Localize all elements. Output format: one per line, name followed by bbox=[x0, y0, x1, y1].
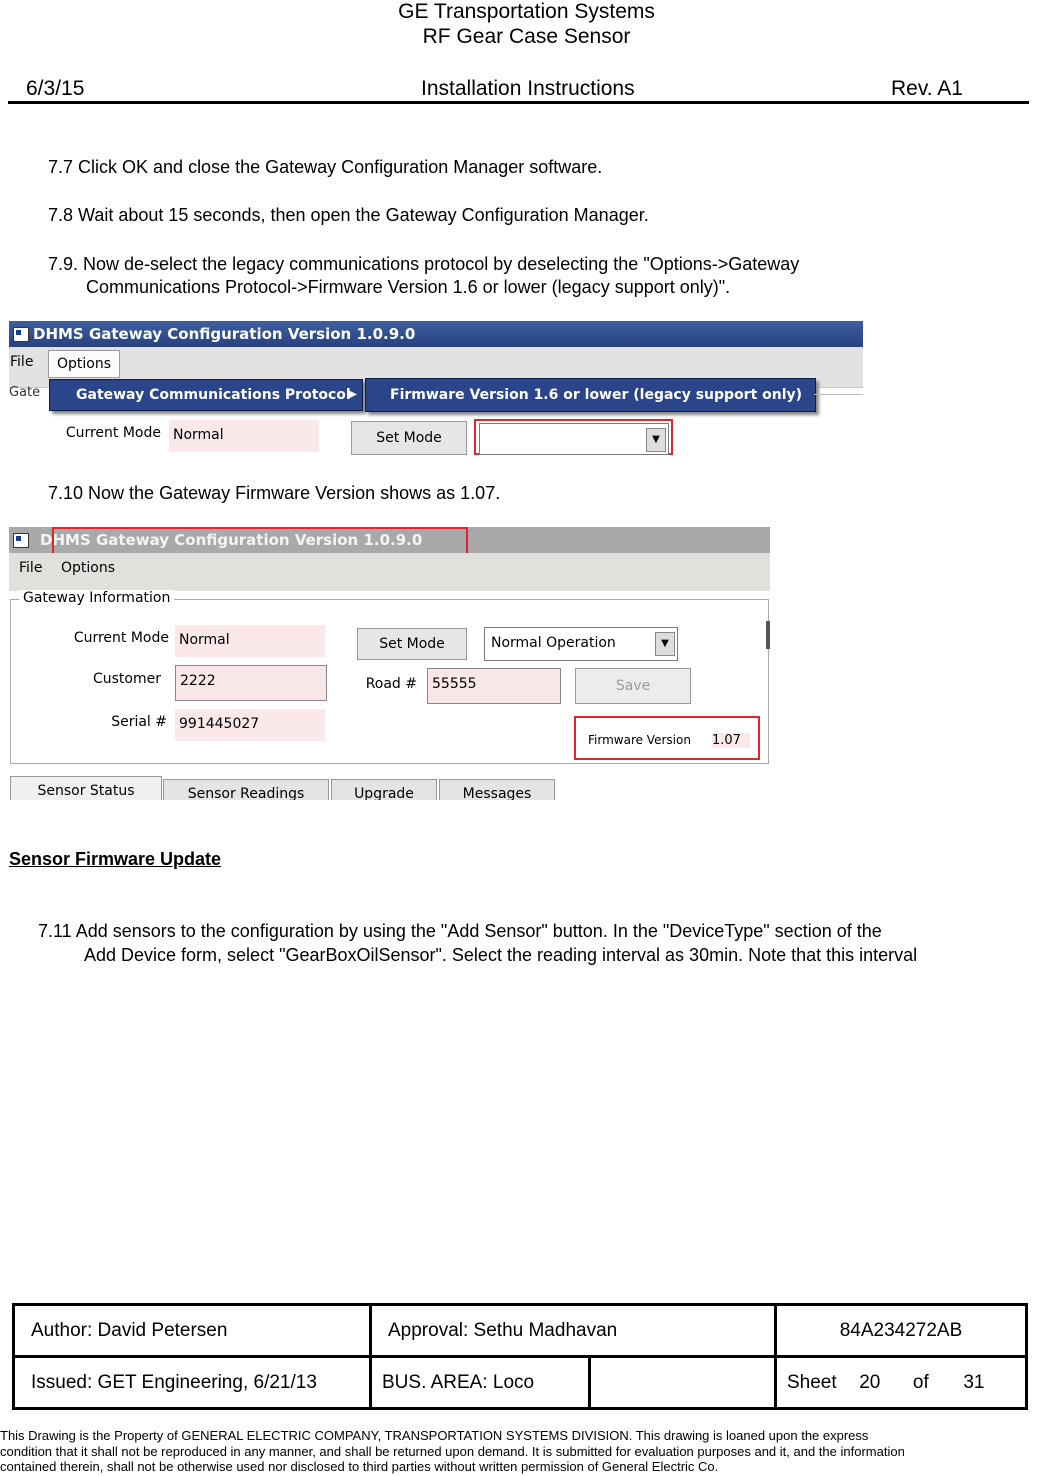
step-7-11-line2: Add Device form, select "GearBoxOilSensor". Select the reading interval as 30min. Note that this interval bbox=[84, 945, 918, 965]
serial-value: 991445027 bbox=[175, 709, 325, 741]
tab-upgrade[interactable]: Upgrade bbox=[331, 779, 437, 800]
mode-select[interactable] bbox=[479, 423, 669, 455]
tab-messages[interactable]: Messages bbox=[439, 779, 555, 800]
blank-cell bbox=[589, 1357, 775, 1409]
menu-file[interactable]: File bbox=[19, 560, 43, 576]
author-cell: Author: David Petersen bbox=[14, 1305, 371, 1357]
road-label: Road # bbox=[365, 676, 417, 692]
sheet-total: 31 bbox=[963, 1371, 985, 1393]
window-title: DHMS Gateway Configuration Version 1.0.9.0 bbox=[40, 531, 423, 549]
submenu-arrow-icon: ▶ bbox=[349, 389, 357, 400]
menu-item-gateway-protocol-label: Gateway Communications Protocol bbox=[76, 387, 351, 403]
legal-line-3: contained therein, shall not be otherwise used nor disclosed to third parties without written permission of General Electric Co. bbox=[0, 1459, 719, 1474]
app-icon bbox=[13, 327, 29, 342]
menu-options[interactable]: Options bbox=[61, 560, 116, 576]
mode-select[interactable] bbox=[484, 627, 678, 661]
sheet-label: Sheet bbox=[787, 1371, 837, 1393]
of-label: of bbox=[912, 1371, 929, 1393]
section-title: Sensor Firmware Update bbox=[9, 849, 222, 869]
screenshot-options-menu bbox=[9, 321, 863, 455]
screenshot-gateway-info bbox=[9, 527, 770, 800]
group-border bbox=[814, 394, 863, 395]
issued-cell: Issued: GET Engineering, 6/21/13 bbox=[14, 1357, 371, 1409]
sheet-number: 20 bbox=[859, 1371, 881, 1393]
current-mode-value: Normal bbox=[175, 625, 325, 657]
tab-sensor-readings[interactable]: Sensor Readings bbox=[163, 779, 329, 800]
approval-cell: Approval: Sethu Madhavan bbox=[371, 1305, 776, 1357]
customer-label: Customer bbox=[92, 671, 161, 687]
group-title: Gateway Information bbox=[19, 590, 174, 606]
menu-options[interactable]: Options bbox=[48, 350, 120, 378]
current-mode-label: Current Mode bbox=[65, 425, 161, 441]
header-date: 6/3/15 bbox=[26, 77, 85, 100]
tab-sensor-status[interactable]: Sensor Status bbox=[10, 776, 162, 800]
road-input[interactable]: 55555 bbox=[427, 668, 561, 704]
mode-select-value: Normal Operation bbox=[491, 635, 616, 651]
doc-number-cell: 84A234272AB bbox=[776, 1305, 1027, 1357]
menu-item-legacy-firmware[interactable] bbox=[365, 378, 816, 412]
firmware-label: Firmware Version bbox=[588, 733, 691, 747]
bus-area-cell: BUS. AREA: Loco bbox=[371, 1357, 590, 1409]
serial-label: Serial # bbox=[111, 714, 167, 730]
customer-input[interactable]: 2222 bbox=[175, 665, 327, 701]
set-mode-button[interactable]: Set Mode bbox=[357, 628, 467, 660]
window-title: DHMS Gateway Configuration Version 1.0.9.0 bbox=[33, 325, 416, 343]
step-7-9-line1: 7.9. Now de-select the legacy communications protocol by deselecting the "Options->Gateway bbox=[48, 254, 800, 274]
step-7-8: 7.8 Wait about 15 seconds, then open the Gateway Configuration Manager. bbox=[48, 205, 649, 225]
menu-item-legacy-firmware-label: Firmware Version 1.6 or lower (legacy support only) bbox=[390, 387, 803, 403]
app-icon bbox=[13, 533, 29, 548]
save-button[interactable]: Save bbox=[575, 668, 691, 704]
step-7-9-line2: Communications Protocol->Firmware Version 1.6 or lower (legacy support only)". bbox=[86, 277, 731, 297]
sheet-cell bbox=[776, 1357, 1027, 1409]
firmware-value: 1.07 bbox=[712, 733, 750, 748]
header-rule bbox=[8, 101, 1029, 104]
step-7-7: 7.7 Click OK and close the Gateway Configuration Manager software. bbox=[48, 157, 603, 177]
group-label-stub: Gate bbox=[9, 385, 41, 400]
menu-item-gateway-protocol[interactable] bbox=[49, 379, 363, 411]
chevron-down-icon[interactable]: ▼ bbox=[646, 428, 666, 452]
window-titlebar bbox=[9, 321, 863, 347]
step-7-10: 7.10 Now the Gateway Firmware Version shows as 1.07. bbox=[48, 483, 501, 503]
title-block bbox=[12, 1303, 1028, 1410]
menu-file[interactable]: File bbox=[10, 354, 34, 370]
current-mode-label: Current Mode bbox=[73, 630, 169, 646]
scrollbar-edge bbox=[766, 621, 770, 649]
legal-line-2: condition that it shall not be reproduced in any manner, and shall be returned upon demand. It is submitted for evaluation purposes and it, and the information bbox=[0, 1444, 905, 1459]
step-7-11-line1: 7.11 Add sensors to the configuration by using the "Add Sensor" button. In the "DeviceType" section of the bbox=[38, 921, 882, 941]
chevron-down-icon[interactable]: ▼ bbox=[655, 632, 675, 656]
legal-line-1: This Drawing is the Property of GENERAL ELECTRIC COMPANY, TRANSPORTATION SYSTEMS DIVISION. This drawing is loaned upon the express bbox=[0, 1428, 869, 1443]
header-revision: Rev. A1 bbox=[891, 77, 963, 100]
company-name: GE Transportation Systems bbox=[398, 0, 655, 23]
product-name: RF Gear Case Sensor bbox=[422, 25, 631, 48]
header-doc-title: Installation Instructions bbox=[421, 77, 635, 100]
menu-bar bbox=[9, 553, 770, 591]
set-mode-button[interactable]: Set Mode bbox=[351, 421, 467, 455]
current-mode-value: Normal bbox=[169, 420, 319, 452]
